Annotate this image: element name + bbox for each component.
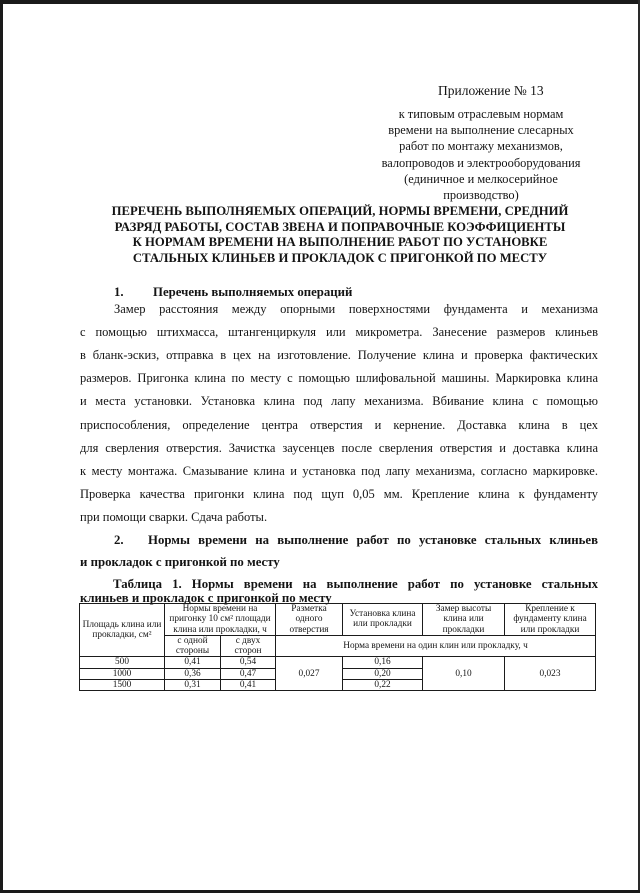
header-measure: Замер высоты клина или прокладки bbox=[423, 604, 505, 636]
header-marking: Разметка одного отверстия bbox=[276, 604, 343, 636]
paragraph-line: и места установки. Установка клина под лапу механизма. Вбивание клина с помощью bbox=[80, 394, 598, 408]
paragraph-line: с помощью штихмасса, штангенциркуля или микрометра. Занесение размеров клиньев bbox=[80, 325, 598, 339]
appendix-line: валопроводов и электрооборудования bbox=[381, 155, 581, 170]
title-line: РАЗРЯД РАБОТЫ, СОСТАВ ЗВЕНА И ПОПРАВОЧНЫЕ КОЭФФИЦИЕНТЫ bbox=[114, 219, 566, 234]
table-caption-line2: клиньев и прокладок с пригонкой по месту bbox=[80, 591, 332, 605]
cell-one-side: 0,41 bbox=[165, 657, 221, 668]
cell-two-sides: 0,41 bbox=[221, 680, 276, 691]
section2-heading-line1: Нормы времени на выполнение работ по установке стальных клиньев bbox=[148, 533, 598, 547]
title-line: К НОРМАМ ВРЕМЕНИ НА ВЫПОЛНЕНИЕ РАБОТ ПО УСТАНОВКЕ bbox=[132, 235, 548, 249]
header-installation: Установка клина или прокладки bbox=[343, 604, 423, 636]
appendix-reference bbox=[346, 106, 616, 203]
paragraph-line: при помощи сварки. Сдача работы. bbox=[80, 510, 268, 524]
cell-marking: 0,027 bbox=[276, 657, 343, 691]
cell-installation: 0,20 bbox=[343, 668, 423, 679]
appendix-line: времени на выполнение слесарных bbox=[388, 123, 574, 138]
appendix-line: (единичное и мелкосерийное bbox=[404, 171, 558, 186]
time-norms-table bbox=[79, 603, 596, 691]
paragraph-line: Замер расстояния между опорными поверхностями фундамента и механизма bbox=[114, 302, 598, 316]
paragraph-line: для сверления отверстия. Зачистка заусенцев после сверления отверстия и доставка клина bbox=[80, 441, 598, 455]
cell-measure: 0,10 bbox=[423, 657, 505, 691]
scan-edge-top bbox=[0, 0, 640, 4]
paragraph-line: Проверка качества пригонки клина под щуп 0,05 мм. Крепление клина к фундаменту bbox=[80, 487, 598, 501]
section2-number: 2. bbox=[114, 533, 124, 547]
cell-installation: 0,22 bbox=[343, 680, 423, 691]
header-two-sides: с двух сторон bbox=[221, 635, 276, 657]
appendix-line: к типовым отраслевым нормам bbox=[398, 107, 564, 121]
header-fitting: Нормы времени на пригонку 10 см² площади клина или прокладки, ч bbox=[165, 604, 276, 636]
section2-heading-line2: и прокладок с пригонкой по месту bbox=[80, 555, 280, 569]
section1-heading: Перечень выполняемых операций bbox=[153, 285, 353, 299]
cell-area: 500 bbox=[80, 657, 165, 668]
document-title bbox=[80, 204, 600, 266]
title-line: ПЕРЕЧЕНЬ ВЫПОЛНЯЕМЫХ ОПЕРАЦИЙ, НОРМЫ ВРЕМЕНИ, СРЕДНИЙ bbox=[111, 204, 569, 218]
cell-fastening: 0,023 bbox=[505, 657, 596, 691]
header-area: Площадь клина или прокладки, см² bbox=[80, 604, 165, 657]
table-row bbox=[80, 657, 596, 668]
cell-area: 1500 bbox=[80, 680, 165, 691]
cell-installation: 0,16 bbox=[343, 657, 423, 668]
cell-two-sides: 0,47 bbox=[221, 668, 276, 679]
table-caption-line1: Таблица 1. Нормы времени на выполнение работ по установке стальных bbox=[113, 577, 598, 591]
header-one-side: с одной стороны bbox=[165, 635, 221, 657]
paragraph-line: к месту монтажа. Смазывание клина и установка под лапу механизма, согласно маркировке. bbox=[80, 464, 598, 478]
paragraph-line: в бланк-эскиз, отправка в цех на изготовление. Получение клина и проверка фактических bbox=[80, 348, 598, 362]
cell-two-sides: 0,54 bbox=[221, 657, 276, 668]
appendix-number: Приложение № 13 bbox=[438, 83, 544, 98]
appendix-line: производство) bbox=[443, 188, 519, 203]
appendix-line: работ по монтажу механизмов, bbox=[399, 139, 563, 154]
title-line: СТАЛЬНЫХ КЛИНЬЕВ И ПРОКЛАДОК С ПРИГОНКОЙ ПО МЕСТУ bbox=[132, 250, 548, 265]
scan-edge-left bbox=[0, 0, 3, 893]
cell-one-side: 0,31 bbox=[165, 680, 221, 691]
section1-number: 1. bbox=[114, 285, 124, 299]
header-fastening: Крепление к фундаменту клина или прокладки bbox=[505, 604, 596, 636]
paragraph-line: приспособления, определение центра отверстия и кернение. Доставка клина в цех bbox=[80, 418, 598, 432]
cell-one-side: 0,36 bbox=[165, 668, 221, 679]
header-norm-per-item: Норма времени на один клин или прокладку, ч bbox=[276, 635, 596, 657]
paragraph-line: размеров. Пригонка клина по месту с помощью шлифовальной машины. Маркировка клина bbox=[80, 371, 598, 385]
cell-area: 1000 bbox=[80, 668, 165, 679]
